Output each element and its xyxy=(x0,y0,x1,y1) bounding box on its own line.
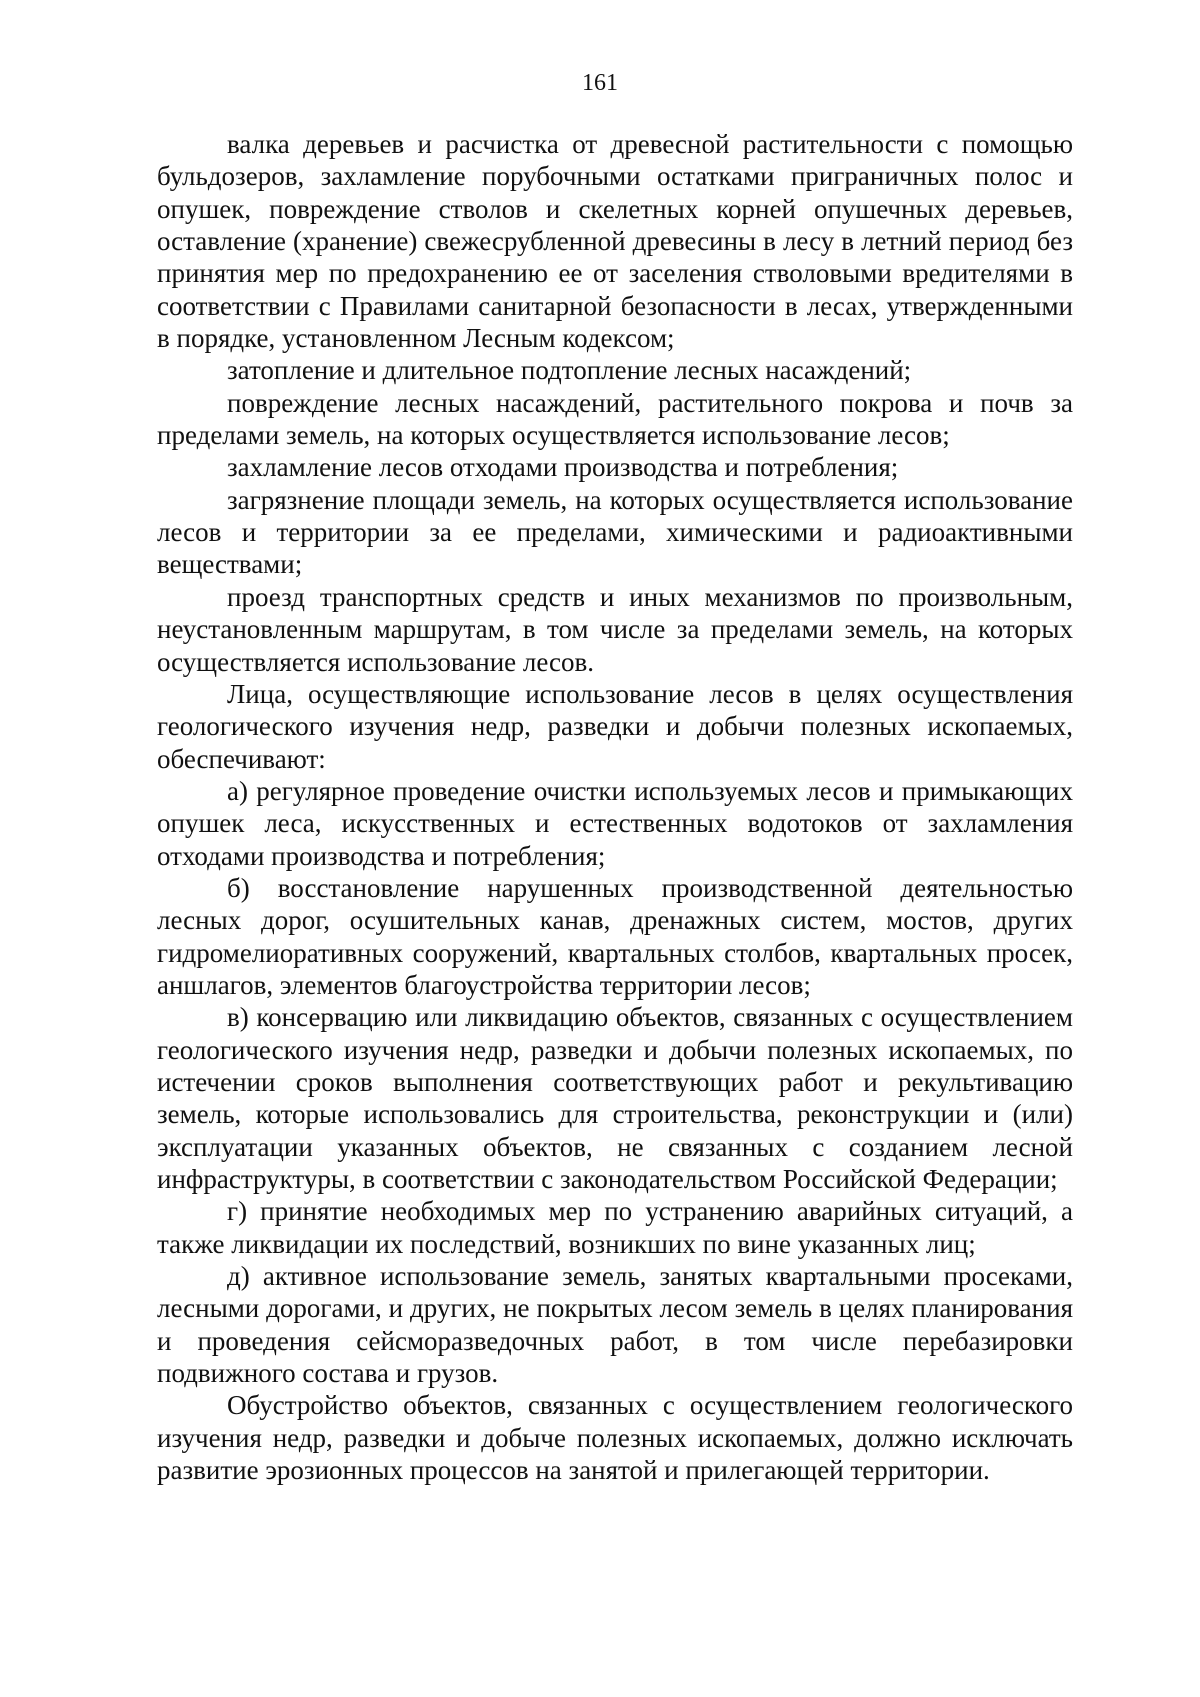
list-item-d: д) активное использование земель, занятых квартальными просеками, лесными дорогами, и других, не покрытых лесом земель в целях планирования и проведения сейсморазведочных работ, в том числе перебазировки подвижного состава и грузов. xyxy=(157,1261,1073,1389)
paragraph-littering: захламление лесов отходами производства и потребления; xyxy=(227,452,899,483)
paragraph-pollution: загрязнение площади земель, на которых осуществляется использование лесов и территории за ее пределами, химическими и радиоактивными веществами; xyxy=(157,484,1073,580)
paragraph-arrangement: Обустройство объектов, связанных с осуществлением геологического изучения недр, разведки и добыче полезных ископаемых, должно исключать развитие эрозионных процессов на занятой и прилегающей территории. xyxy=(157,1390,1073,1486)
paragraph-flooding: затопление и длительное подтопление лесных насаждений; xyxy=(227,355,912,386)
page-number: 161 xyxy=(582,70,618,96)
paragraph-persons-ensure: Лица, осуществляющие использование лесов в целях осуществления геологического изучения недр, разведки и добычи полезных ископаемых, обеспечивают: xyxy=(157,678,1073,774)
paragraph-vehicle-passage: проезд транспортных средств и иных механизмов по произвольным, неустановленным маршрутам, в том числе за пределами земель, на которых осуществляется использование лесов. xyxy=(157,581,1073,677)
document-body xyxy=(157,128,1073,1486)
list-item-v: в) консервацию или ликвидацию объектов, связанных с осуществлением геологического изучения недр, разведки и добычи полезных ископаемых, по истечении сроков выполнения соответствующих работ и рекультивацию земель, которые использовались для строительства, реконструкции и (или) эксплуатации указанных объектов, не связанных с созданием лесной инфраструктуры, в соответствии с законодательством Российской Федерации; xyxy=(157,1002,1073,1194)
paragraph-tree-felling: валка деревьев и расчистка от древесной растительности с помощью бульдозеров, захламление порубочными остатками приграничных полос и опушек, повреждение стволов и скелетных корней опушечных деревьев, оставление (хранение) свежесрубленной древесины в лесу в летний период без принятия мер по предохранению ее от заселения стволовыми вредителями в соответствии с Правилами санитарной безопасности в лесах, утвержденными в порядке, установленном Лесным кодексом; xyxy=(157,129,1073,354)
list-item-b: б) восстановление нарушенных производственной деятельностью лесных дорог, осушительных канав, дренажных систем, мостов, других гидромелиоративных сооружений, квартальных столбов, квартальных просек, аншлагов, элементов благоустройства территории лесов; xyxy=(157,872,1073,1000)
list-item-g: г) принятие необходимых мер по устранению аварийных ситуаций, а также ликвидации их последствий, возникших по вине указанных лиц; xyxy=(157,1196,1073,1259)
list-item-a: а) регулярное проведение очистки используемых лесов и примыкающих опушек леса, искусственных и естественных водотоков от захламления отходами производства и потребления; xyxy=(157,775,1073,871)
paragraph-damage-outside: повреждение лесных насаждений, растительного покрова и почв за пределами земель, на которых осуществляется использование лесов; xyxy=(157,387,1073,451)
